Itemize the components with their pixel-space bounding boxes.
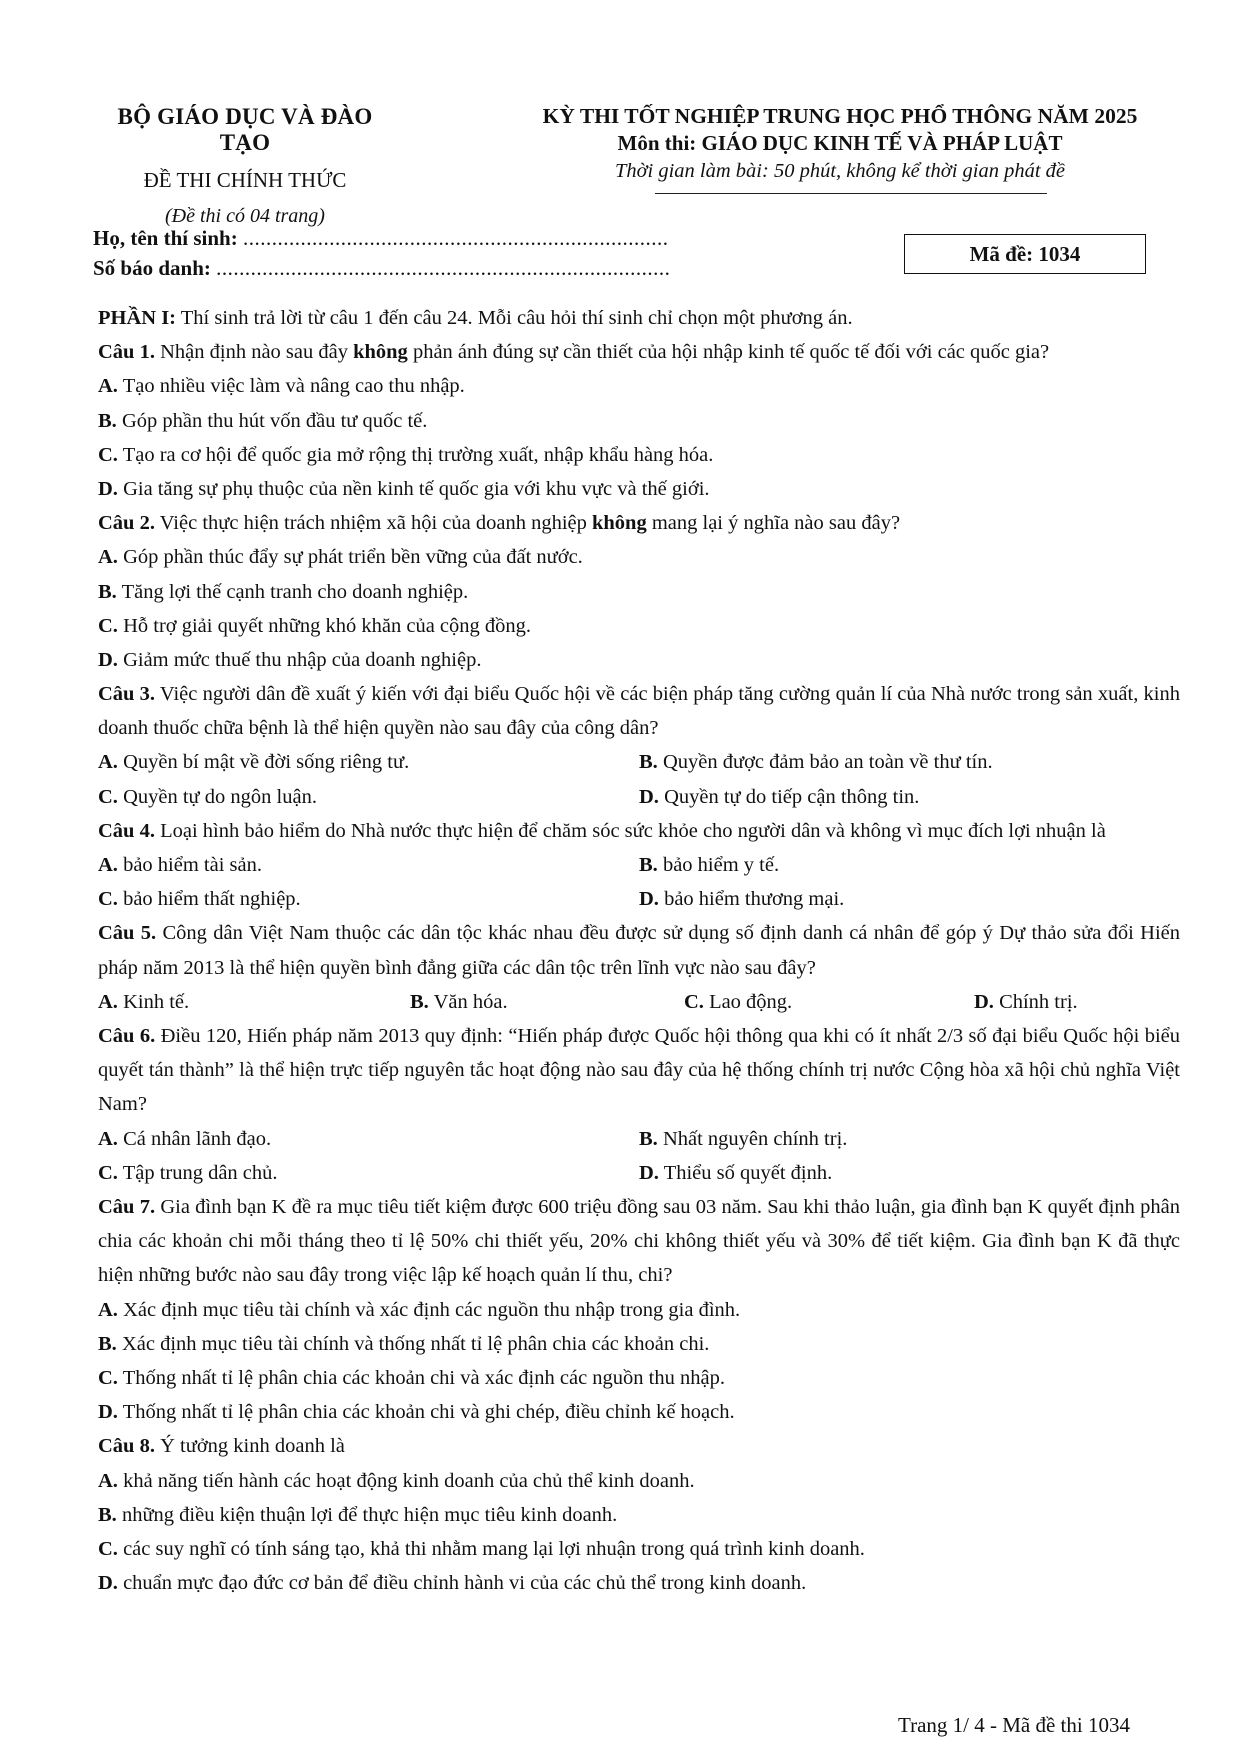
question-text: Điều 120, Hiến pháp năm 2013 quy định: “Hiến pháp được Quốc hội thông qua khi có ít nhất 2/3 số đại biểu Quốc hội biểu quyết tán thành” là thể hiện trực tiếp nguyên tắc hoạt động nào sau đây của hệ thống chính trị nước Cộng hòa xã hội chủ nghĩa Việt Nam? [98,1025,1180,1116]
option-3a: A. Quyền bí mật về đời sống riêng tư. [98,751,410,774]
options-6-row-2 [98,1156,1180,1190]
header-right [500,104,1180,183]
candidate-name-row [93,226,668,251]
question-text: phản ánh đúng sự cần thiết của hội nhập kinh tế quốc tế đối với các quốc gia? [407,341,1050,364]
question-label: Câu 7. [98,1196,156,1218]
options-3-row-1 [98,745,1180,779]
exam-code-box [904,234,1146,274]
option-6b: B. Nhất nguyên chính trị. [639,1127,848,1150]
option-5c: C. Lao động. [684,990,793,1013]
question-text: Công dân Việt Nam thuộc các dân tộc khác nhau đều được sử dụng số định danh cá nhân để góp ý Dự thảo sửa đổi Hiến pháp năm 2013 là thể hiện quyền bình đẳng giữa các dân tộc trên lĩnh vực nào sau đây? [98,922,1180,979]
option-6a: A. Cá nhân lãnh đạo. [98,1127,272,1150]
option-6c: C. Tập trung dân chủ. [98,1161,278,1184]
exam-subject: Môn thi: GIÁO DỤC KINH TẾ VÀ PHÁP LUẬT [617,131,1063,155]
question-emphasis: không [353,341,408,364]
exam-body [98,301,1180,1600]
options-3-row-2 [98,780,1180,814]
ministry-name: BỘ GIÁO DỤC VÀ ĐÀO TẠO [117,104,373,155]
option-2c: C. Hỗ trợ giải quyết những khó khăn của cộng đồng. [98,614,532,637]
option-5a: A. Kinh tế. [98,990,190,1013]
question-6 [98,1019,1180,1122]
question-label: Câu 3. [98,683,156,706]
section-title: PHẦN I: [98,307,177,329]
question-1 [98,335,1180,369]
page-footer: Trang 1/ 4 - Mã đề thi 1034 [898,1713,1130,1737]
section-instruction [98,301,1180,335]
option-8a: A. khả năng tiến hành các hoạt động kinh doanh của chủ thể kinh doanh. [98,1469,695,1492]
question-label: Câu 5. [98,922,157,945]
options-4-row-2 [98,882,1180,916]
option-4a: A. bảo hiểm tài sản. [98,854,262,877]
option-8d: D. chuẩn mực đạo đức cơ bản để điều chỉnh hành vi của các chủ thể trong kinh doanh. [98,1572,807,1595]
question-text: Nhận định nào sau đây [154,341,354,364]
exam-code: Mã đề: 1034 [969,241,1081,266]
section-text: Thí sinh trả lời từ câu 1 đến câu 24. Mỗi câu hỏi thí sinh chỉ chọn một phương án. [176,307,853,329]
options-6-row-1 [98,1122,1180,1156]
option-2d: D. Giảm mức thuế thu nhập của doanh nghiệp. [98,648,482,671]
candidate-name-dots: .......................................................................... [242,226,669,250]
option-5d: D. Chính trị. [974,990,1078,1013]
question-text: mang lại ý nghĩa nào sau đây? [646,512,901,535]
question-label: Câu 4. [98,819,155,842]
option-2a: A. Góp phần thúc đẩy sự phát triển bền vững của đất nước. [98,546,583,569]
option-7c: C. Thống nhất tỉ lệ phân chia các khoản chi và xác định các nguồn thu nhập. [98,1366,725,1389]
exam-title: KỲ THI TỐT NGHIỆP TRUNG HỌC PHỔ THÔNG NĂM 2025 [542,104,1138,128]
option-3c: C. Quyền tự do ngôn luận. [98,785,317,808]
question-label: Câu 1. [98,341,155,364]
question-3 [98,677,1180,745]
option-8b: B. những điều kiện thuận lợi để thực hiện mục tiêu kinh doanh. [98,1503,618,1526]
candidate-id-row [93,256,670,281]
question-text: Gia đình bạn K đề ra mục tiêu tiết kiệm được 600 triệu đồng sau 03 năm. Sau khi thảo luận, gia đình bạn K quyết định phân chia các khoản chi mỗi tháng theo tỉ lệ 50% chi thiết yếu, 20% chi không thiết yếu và 30% để tiết kiệm. Gia đình bạn K đã thực hiện những bước nào sau đây trong việc lập kế hoạch quản lí thu, chi? [98,1196,1180,1287]
option-8c: C. các suy nghĩ có tính sáng tạo, khả thi nhằm mang lại lợi nhuận trong quá trình kinh doanh. [98,1537,865,1560]
exam-time: Thời gian làm bài: 50 phút, không kể thời gian phát đề [614,160,1066,182]
question-text: Ý tưởng kinh doanh là [154,1435,345,1458]
question-2 [98,506,1180,540]
question-label: Câu 6. [98,1025,156,1048]
question-emphasis: không [592,512,647,535]
header-underline [655,193,1047,194]
option-2b: B. Tăng lợi thế cạnh tranh cho doanh nghiệp. [98,580,469,603]
option-7a: A. Xác định mục tiêu tài chính và xác định các nguồn thu nhập trong gia đình. [98,1298,741,1321]
header-left [90,104,400,228]
option-1a: A. Tạo nhiều việc làm và nâng cao thu nhập. [98,375,465,398]
official-label: ĐỀ THI CHÍNH THỨC [143,168,347,192]
option-5b: B. Văn hóa. [410,990,508,1013]
pages-note: (Đề thi có 04 trang) [165,205,325,227]
options-5-row [98,985,1180,1019]
candidate-id-label: Số báo danh: [93,256,211,280]
option-7b: B. Xác định mục tiêu tài chính và thống nhất tỉ lệ phân chia các khoản chi. [98,1332,710,1355]
question-text: Loại hình bảo hiểm do Nhà nước thực hiện để chăm sóc sức khỏe cho người dân và không vì mục đích lợi nhuận là [154,819,1106,842]
option-6d: D. Thiểu số quyết định. [639,1161,833,1184]
candidate-id-dots: ............................................................................... [216,256,671,280]
option-1b: B. Góp phần thu hút vốn đầu tư quốc tế. [98,409,428,432]
option-1d: D. Gia tăng sự phụ thuộc của nền kinh tế quốc gia với khu vực và thế giới. [98,477,710,500]
option-7d: D. Thống nhất tỉ lệ phân chia các khoản chi và ghi chép, điều chỉnh kế hoạch. [98,1401,735,1424]
option-4c: C. bảo hiểm thất nghiệp. [98,888,301,911]
question-7 [98,1190,1180,1293]
option-1c: C. Tạo ra cơ hội để quốc gia mở rộng thị trường xuất, nhập khẩu hàng hóa. [98,443,714,466]
option-3b: B. Quyền được đảm bảo an toàn về thư tín. [639,751,993,774]
candidate-name-label: Họ, tên thí sinh: [93,226,238,250]
question-4 [98,814,1180,848]
option-4b: B. bảo hiểm y tế. [639,854,780,877]
question-text: Việc thực hiện trách nhiệm xã hội của doanh nghiệp [154,512,592,535]
option-3d: D. Quyền tự do tiếp cận thông tin. [639,785,920,808]
question-label: Câu 8. [98,1435,155,1458]
option-4d: D. bảo hiểm thương mại. [639,888,845,911]
question-label: Câu 2. [98,512,155,535]
question-8 [98,1429,1180,1463]
question-5 [98,916,1180,984]
options-4-row-1 [98,848,1180,882]
question-text: Việc người dân đề xuất ý kiến với đại biểu Quốc hội về các biện pháp tăng cường quản lí của Nhà nước trong sản xuất, kinh doanh thuốc chữa bệnh là thể hiện quyền nào sau đây của công dân? [98,683,1180,740]
